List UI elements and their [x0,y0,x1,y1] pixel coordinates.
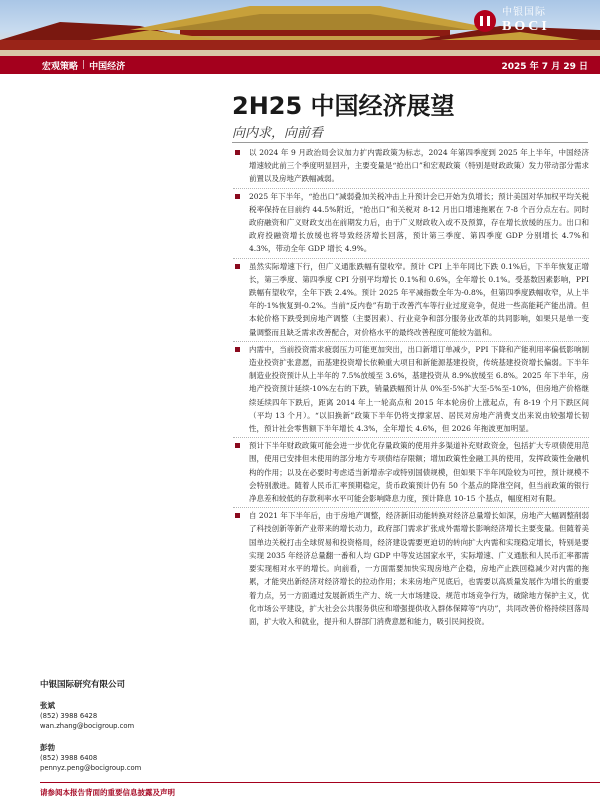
report-category: 宏观策略 [42,61,79,72]
header-banner [0,0,600,56]
paragraph-text: 虽然实际增速下行，但广义通胀跌幅有望收窄。预计 CPI 上半年同比下跌 0.1%后，下半年恢复正增长，第三季度、第四季度 CPI 分别平均增长 0.1%和 0.6%，全年增长 0.1%。受基数因素影响，PPI 跌幅有望收窄，全年下跌 2.4%。预计 2025 年平减指数全年为-0.8%，但第四季度跌幅收窄，从上半年的-1%恢复到-0.2%。当前“反内卷”有助于改善汽车等行业过度竞争，促进一些高能耗产能出清。但本轮价格下跌受到房地产调整（主要因素）、行业竞争和部分服务业改革的共同影响，如果只是单一变量调整而且缺乏需求改善配合，对价格水平的最终改善程度可能较为温和。 [249,261,589,337]
paragraph-text: 自 2021 年下半年后，由于房地产调整，经济新旧动能转换对经济总量增长如深，房地产大幅调整削弱了科技创新等新产业带来的增长动力，政府部门需求扩张成外需增长影响经济增长主要变量。但随着美国单边关税打击全球贸易和投资格局，经济建设需要更迫切的转向扩大内需和实现稳定增长，特别是要实现 2035 年经济总量翻一番和人均 GDP 中等发达国家水平，实际增速、广义通胀和人民币汇率都需要实现相对水平的增长。向前看，一方面需要加快实现房地产企稳，房地产止跌回稳减少对内需的拖累，才能突出新经济对经济增长的拉动作用；未来房地产见底后，也需要以高质量发展作为增长的重要着力点，另一方面通过发展新质生产力、统一大市场建设、规范市场竞争行为，破除地方保护主义，优化市场公平建设，扩大社会公共服务供应和增强提供收入群体保障等“内功”，共同改善价格持续回落局面，扩大收入和就业，提升和人群部门消费意愿和能力，吸引民间投资。 [249,511,589,626]
summary-paragraph [233,439,589,509]
analyst-name: 彭勃 [40,743,55,752]
square-bullet-icon [235,513,240,518]
summary-paragraph [233,343,589,439]
category-bar [0,56,600,74]
analyst-card [40,700,210,731]
report-title: 2H25 中国经济展望 [232,92,455,120]
logo-chinese: 中银国际 [502,7,546,18]
summary-paragraph [233,190,589,260]
paragraph-text: 2025 年下半年，“抢出口”减弱叠加关税冲击上升预计会已开始为负增长；预计美国对华加权平均关税税率保持在目前约 44.5%附近，“抢出口”和关税对 8-12 月出口增速拖累在 7-8 个百分点左右。同时政府融资和广义财政支出在前期发力后，由于广义财政收入或不及预算，存在增长放缓的压力。出口和政府投融资增长放缓也将导致经济增长回落，预计第三季度、第四季度 GDP 分别增长 4.7%和 4.3%，带动全年 GDP 增长 4.9%。 [249,191,589,254]
report-date: 2025 年 7 月 29 日 [501,61,588,72]
analyst-phone: (852) 3988 6428 [40,712,98,720]
title-rule [232,142,588,143]
paragraph-text: 以 2024 年 9 月政治局会议加力扩内需政策为标志，2024 年第四季度到 2025 年上半年，中国经济增速较此前三个季度明显回升，主要变量是“抢出口”和宏观政策（特别是财政政策）发力带动部分需求前置以及房地产跌幅减弱。 [249,148,589,184]
summary-section [233,146,589,632]
sidebar-org [40,678,210,690]
analyst-name: 张斌 [40,701,55,710]
summary-paragraph [233,260,589,343]
square-bullet-icon [235,150,240,155]
analyst-email[interactable]: pennyz.peng@bocigroup.com [40,764,142,772]
footer-rule [40,782,600,783]
square-bullet-icon [235,347,240,352]
paragraph-text: 预计下半年财政政策可能会进一步优化存量政策的使用并多渠道补充财政资金，包括扩大专项债使用范围，使用已安排但未使用的部分地方专项债结存限额；增加政策性金融工具的使用，发挥政策性金融机构的作用；以及在必要时考虑适当新增赤字或特别国债规模，但如果下半年风险较为可控，预计规模不会特别激进。随着人民币汇率预期稳定，货币政策预计仍有 50 个基点的降准空间，但当前政策的银行净息差和较低的存款利率水平可能会影响降息力度，预计降息 10-15 个基点，幅度相对有限。 [249,441,589,504]
paragraph-text: 内需中，当前投资需求疲弱压力可能更加突出，出口新增订单减少，PPI 下降和产能利用率偏低影响制造业投资扩张意愿，而基建投资增长依赖重大项目和新能源基建投资，传统基建投资增长偏弱。下半年制造业投资预计从上半年的 7.5%放缓至 3.6%，基建投资从 8.9%放缓至 6.8%。2025 年下半年，房地产投资预计延续-10%左右的下跌，销量跌幅预计从 0%至-5%扩大至-5%至-10%，但房地产价格继续延续四年下跌后，距离 2014 年上一轮高点和 2015 年本轮房价上涨起点，有 8-19 个月下跌区间（平均 13 个月）。“以旧换新”政策下半年仍将支撑家居、居民对房地产消费支出来说由较强增长韧性，预计社会零售额下半年增长 4.3%，全年增长 4.6%，但 2026 年拖波更加明显。 [249,344,589,434]
boci-logo [474,6,586,36]
square-bullet-icon [235,194,240,199]
summary-paragraph [233,146,589,190]
report-subtitle: 向内求，向前看 [232,126,324,141]
disclosure-footer: 请参阅本报告背面的重要信息披露及声明 [40,788,175,797]
research-org-name: 中银国际研究有限公司 [40,680,126,690]
square-bullet-icon [235,264,240,269]
square-bullet-icon [235,443,240,448]
category-separator: | [82,60,86,70]
report-subcategory: 中国经济 [89,61,126,72]
bank-of-china-icon [474,10,496,32]
analyst-phone: (852) 3988 6408 [40,754,98,762]
summary-paragraph [233,509,589,632]
analyst-email[interactable]: wan.zhang@bocigroup.com [40,722,135,730]
analyst-card [40,742,210,773]
logo-english: BOCI [502,19,550,34]
